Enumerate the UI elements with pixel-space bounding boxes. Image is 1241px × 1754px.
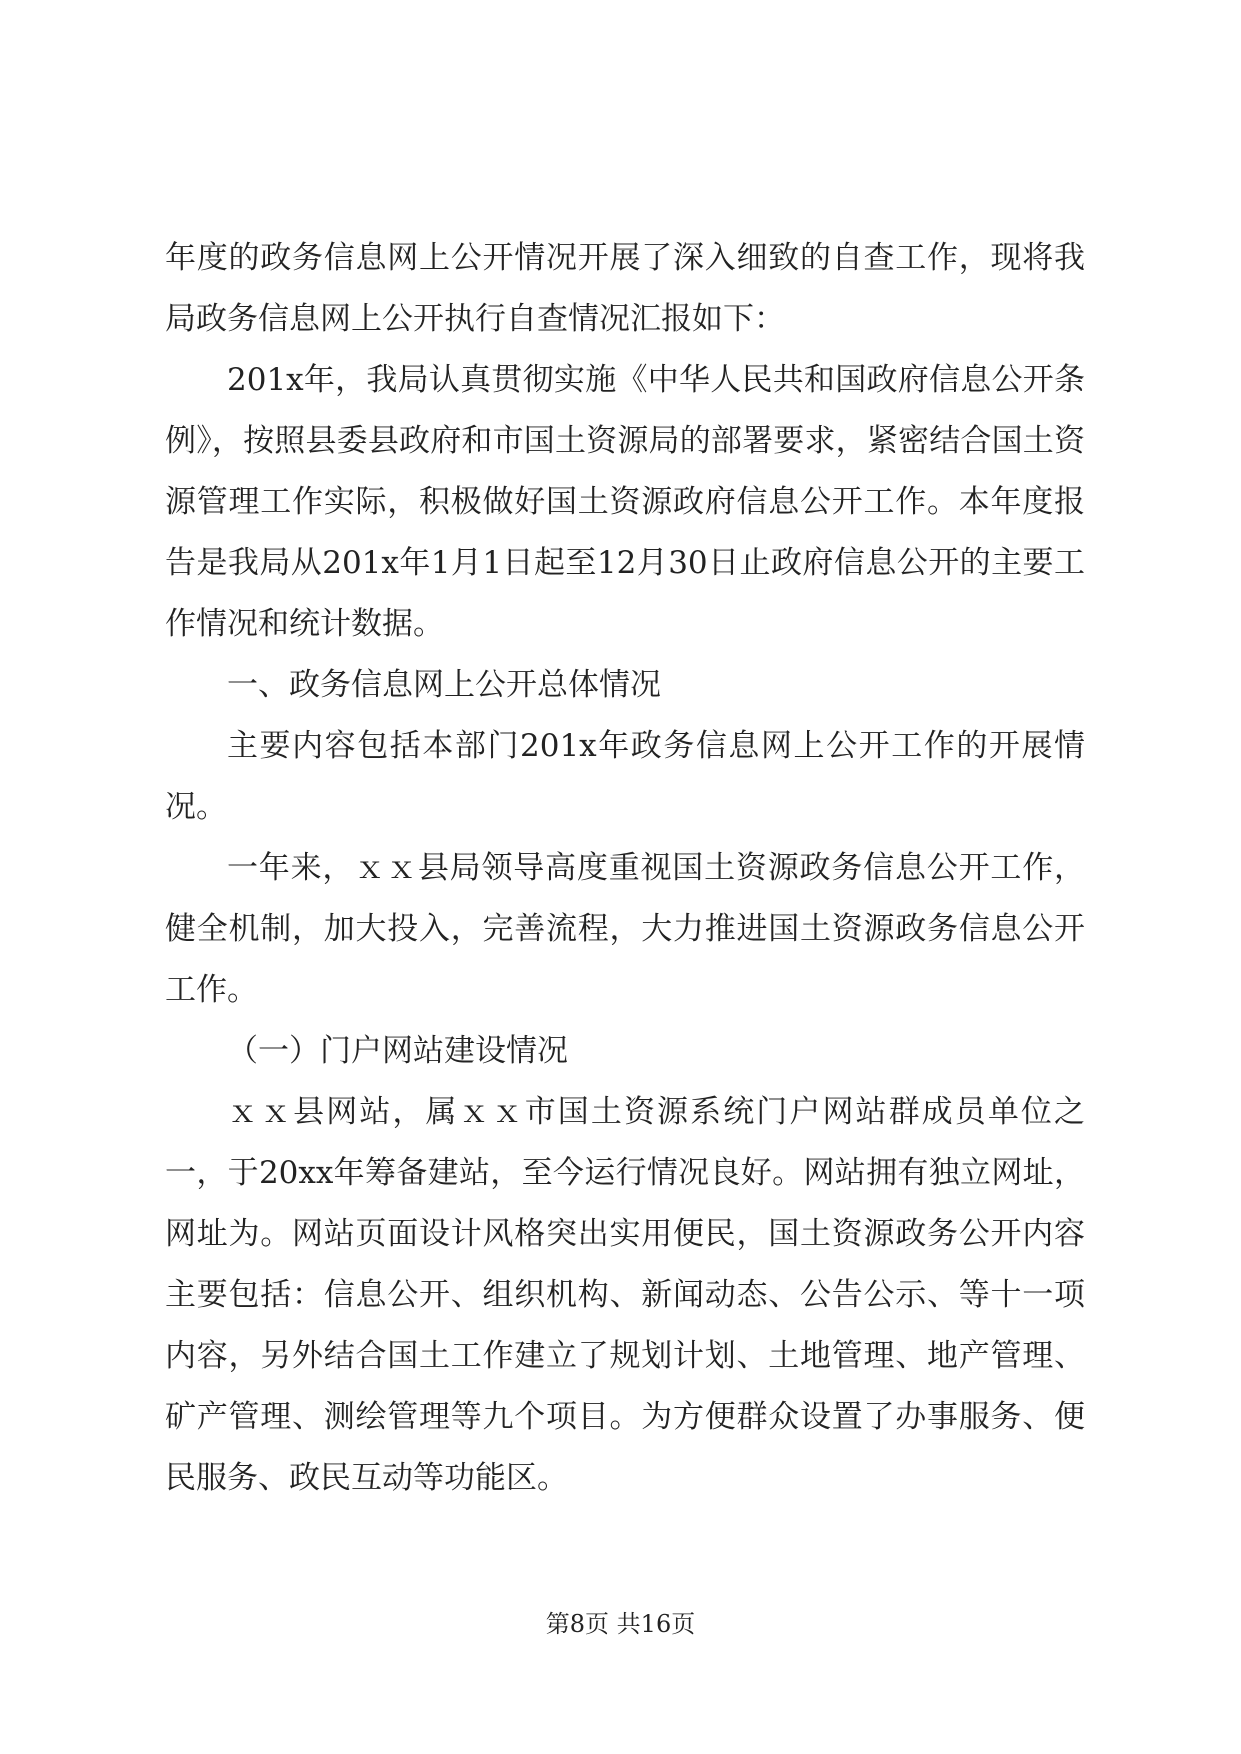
paragraph-2: 201x年，我局认真贯彻实施《中华人民共和国政府信息公开条例》，按照县委县政府和市国土资源局的部署要求，紧密结合国土资源管理工作实际，积极做好国土资源政府信息公开工作。本年度报告是我局从201x年1月1日起至12月30日止政府信息公开的主要工作情况和统计数据。 [165, 362, 1085, 642]
paragraph-3: 主要内容包括本部门201x年政务信息网上公开工作的开展情况。 [165, 728, 1085, 825]
paragraph-1: 年度的政务信息网上公开情况开展了深入细致的自查工作，现将我局政务信息网上公开执行自查情况汇报如下： [165, 240, 1085, 337]
paragraph-4: 一年来，ｘｘ县局领导高度重视国土资源政务信息公开工作，健全机制，加大投入，完善流程，大力推进国土资源政务信息公开工作。 [165, 850, 1085, 1008]
subsection-heading-1: （一）门户网站建设情况 [227, 1033, 568, 1069]
page-footer: 第8页 共16页 [545, 1610, 696, 1638]
document-body [165, 228, 1085, 1509]
section-heading-1: 一、政务信息网上公开总体情况 [227, 667, 661, 703]
paragraph-5: ｘｘ县网站，属ｘｘ市国土资源系统门户网站群成员单位之一，于20xx年筹备建站，至今运行情况良好。网站拥有独立网址，网址为。网站页面设计风格突出实用便民，国土资源政务公开内容主要包括：信息公开、组织机构、新闻动态、公告公示、等十一项内容，另外结合国土工作建立了规划计划、土地管理、地产管理、矿产管理、测绘管理等九个项目。为方便群众设置了办事服务、便民服务、政民互动等功能区。 [165, 1094, 1085, 1496]
